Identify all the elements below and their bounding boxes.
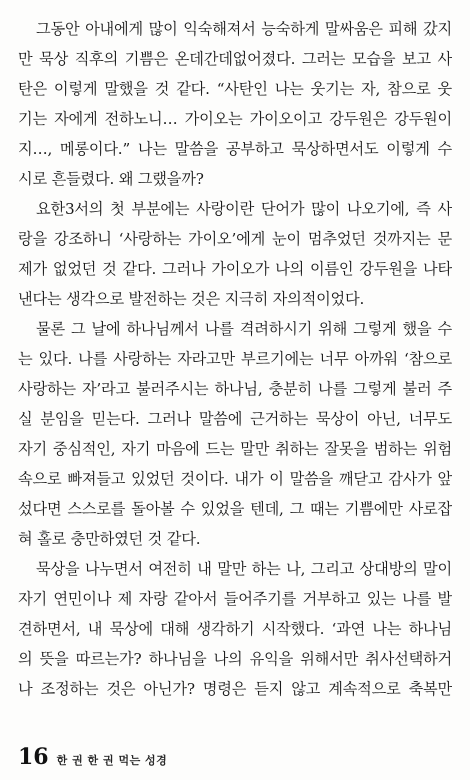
paragraph-1-line: 그동안 아내에게 많이 익숙해져서 능숙하게 말싸움은 피해 갔지 (36, 20, 452, 38)
paragraph-1-line: 기는 자에게 전하노니… 가이오는 가이오이고 강두원은 강두원이 (18, 110, 452, 128)
paragraph-1-line: 시로 흔들렸다. 왜 그랬을까? (18, 170, 204, 188)
paragraph-2-line: 낸다는 생각으로 발전하는 것은 지극히 자의적이었다. (18, 290, 365, 308)
paragraph-3-line: 혀 홀로 충만하였던 것 같다. (18, 530, 201, 548)
paragraph-4-line: 묵상을 나누면서 여전히 내 말만 하는 나, 그리고 상대방의 말이 (36, 560, 452, 578)
page-footer (18, 744, 167, 770)
paragraph-3-line: 속으로 빠져들고 있었던 것이다. 내가 이 말씀을 깨닫고 감사가 앞 (18, 470, 452, 488)
running-title: 한 권 한 권 먹는 성경 (56, 754, 168, 767)
page-number: 16 (18, 744, 49, 770)
paragraph-3-line: 실 분임을 믿는다. 그러나 말씀에 근거하는 묵상이 아닌, 너무도 (18, 410, 452, 428)
paragraph-3-line: 물론 그 날에 하나님께서 나를 격려하시기 위해 그렇게 했을 수 (36, 320, 452, 338)
paragraph-4-line: 나 조정하는 것은 아닌가? 명령은 듣지 않고 계속적으로 축복만 (18, 680, 452, 698)
paragraph-3-line: 자기 중심적인, 자기 마음에 드는 말만 취하는 잘못을 범하는 위험 (18, 440, 452, 458)
paragraph-1-line: 탄은 이렇게 말했을 것 같다. “사탄인 나는 웃기는 자, 참으로 웃 (18, 80, 452, 98)
paragraph-4-line: 견하면서, 내 묵상에 대해 생각하기 시작했다. ‘과연 나는 하나님 (18, 620, 452, 638)
paragraph-1-line: 만 묵상 직후의 기쁨은 온데간데없어졌다. 그러는 모습을 보고 사 (18, 50, 452, 68)
paragraph-3-line: 섰다면 스스로를 돌아볼 수 있었을 텐데, 그 때는 기쁨에만 사로잡 (18, 500, 452, 518)
paragraph-3-line: 사랑하는 자’라고 불러주시는 하나님, 충분히 나를 그렇게 불러 주 (18, 380, 452, 398)
body-text (18, 14, 452, 704)
paragraph-2-line: 제가 없었던 것 같다. 그러나 가이오가 나의 이름인 강두원을 나타 (18, 260, 452, 278)
paragraph-4-line: 의 뜻을 따르는가? 하나님을 나의 유익을 위해서만 취사선택하거 (18, 650, 452, 668)
paragraph-2-line: 랑을 강조하니 ‘사랑하는 가이오’에게 눈이 멈추었던 것까지는 문 (18, 230, 452, 248)
paragraph-3-line: 는 있다. 나를 사랑하는 자라고만 부르기에는 너무 아까워 ‘참으로 (18, 350, 452, 368)
paragraph-1-line: 지…, 메롱이다.” 나는 말씀을 공부하고 묵상하면서도 이렇게 수 (18, 140, 452, 158)
paragraph-2-line: 요한3서의 첫 부분에는 사랑이란 단어가 많이 나오기에, 즉 사 (36, 200, 452, 218)
paragraph-4-line: 자기 연민이나 제 자랑 같아서 들어주기를 거부하고 있는 나를 발 (18, 590, 452, 608)
